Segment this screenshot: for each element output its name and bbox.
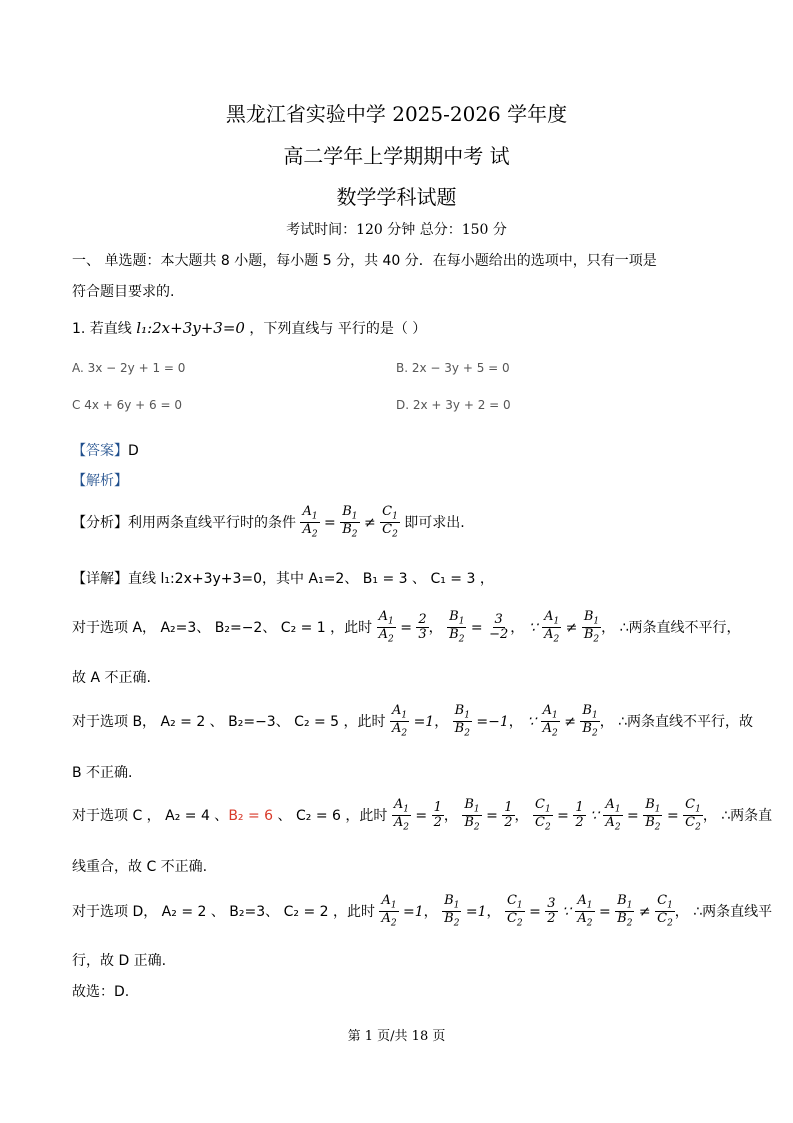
- fraction-c1-c2: $\frac{C_1}{C_2}$: [382, 504, 398, 541]
- option-a: A. 3x − 2y + 1 = 0: [72, 361, 186, 375]
- section-heading-line2: 符合题目要求的.: [72, 284, 175, 300]
- option-a-check-text: 对于选项 A， A₂=3、 B₂=−2、 C₂ = 1 ，此时: [72, 619, 373, 636]
- option-d-result: 行，故 D 正确.: [72, 953, 167, 969]
- title-subject: 数学学科试题: [336, 185, 457, 209]
- question-1-prefix: 1. 若直线: [72, 321, 132, 337]
- option-c-result: 线重合，故 C 不正确.: [72, 859, 208, 875]
- analysis-line: 【分析】利用两条直线平行时的条件 $\frac{A_1}{A_2}$ = $\frac{B_1}{B_2}$ ≠ $\frac{C_1}{C_2}$ 即可求出.: [72, 504, 465, 541]
- page-number: 第 1 页/共 18 页: [347, 1029, 446, 1044]
- fraction-b1-b2: $\frac{B_1}{B_2}$: [342, 504, 358, 541]
- detail-line: [72, 568, 494, 588]
- option-c-conclusion: ∴两条直: [721, 807, 773, 824]
- answer-label: 【答案】: [72, 443, 128, 459]
- detail-text: 直线 l₁:2x+3y+3=0，其中 A₁=2、 B₁ = 3 、 C₁ = 3 ，: [128, 571, 494, 587]
- exam-time-info: 考试时间：120 分钟 总分：150 分: [286, 222, 507, 238]
- section-heading-line1: 一、 单选题：本大题共 8 小题，每小题 5 分，共 40 分．在每小题给出的选项中，只有一项是: [72, 253, 657, 269]
- question-1-suffix: ，下列直线与 平行的是（ ）: [249, 321, 427, 337]
- detail-label: 【详解】: [72, 571, 128, 587]
- option-b: B. 2x − 3y + 5 = 0: [396, 361, 510, 375]
- option-c-highlight: B₂ = 6: [228, 807, 274, 824]
- analysis-text-after: 即可求出.: [404, 514, 465, 531]
- option-b-check-text: 对于选项 B， A₂ = 2 、 B₂=−3、 C₂ = 5 ，此时: [72, 713, 386, 730]
- option-b-check: 对于选项 B， A₂ = 2 、 B₂=−3、 C₂ = 5 ，此时 $\frac{A_1}{A_2}$ =1， $\frac{B_1}{B_2}$ =−1， ∵ $\frac{A_1}{A_2}$ ≠ $\frac{B_1}{B_2}$ ， ∴两条直线不平行，故: [72, 703, 754, 740]
- option-c-check-text-b: 、 C₂ = 6 ，此时: [273, 807, 388, 824]
- option-a-conclusion: ∴两条直线不平行，: [619, 619, 741, 636]
- analysis-heading: 【解析】: [72, 473, 128, 489]
- fraction-a1-a2: $\frac{A_1}{A_2}$: [302, 504, 318, 541]
- option-c-check-text-a: 对于选项 C ， A₂ = 4 、: [72, 807, 229, 824]
- title-school: 黑龙江省实验中学 2025-2026 学年度: [225, 102, 568, 126]
- final-answer: 故选：D.: [72, 984, 130, 1000]
- option-b-result: B 不正确.: [72, 765, 133, 781]
- option-c-check: 对于选项 C ， A₂ = 4 、B₂ = 6 、 C₂ = 6 ，此时 $\frac{A_1}{A_2}$ = $\frac{1}{2}$ ， $\frac{B_1}{B_2}$ = $\frac{1}{2}$ ， $\frac{C_1}{C_2}$ = $\frac{1}{2}$ ∵ $\frac{A_1}{A_2}$ = $\frac{B_1}{B_2}$ = $\frac{C_1}{C_2}$ ， ∴两条直: [72, 797, 773, 834]
- question-1: [72, 318, 426, 338]
- analysis-label: 【分析】: [72, 514, 128, 531]
- option-a-result: 故 A 不正确.: [72, 670, 151, 686]
- option-d: D. 2x + 3y + 2 = 0: [396, 398, 511, 412]
- option-b-conclusion: ∴两条直线不平行，故: [618, 713, 754, 730]
- option-a-check: 对于选项 A， A₂=3、 B₂=−2、 C₂ = 1 ，此时 $\frac{A_1}{A_2}$ = $\frac{2}{3}$ ， $\frac{B_1}{B_2}$ = $\frac{3}{-2}$ ， ∵ $\frac{A_1}{A_2}$ ≠ $\frac{B_1}{B_2}$ ， ∴两条直线不平行，: [72, 609, 741, 646]
- option-d-conclusion: ∴两条直线平: [693, 903, 773, 920]
- answer-line: [72, 440, 139, 460]
- option-d-check: 对于选项 D， A₂ = 2 、 B₂=3、 C₂ = 2 ，此时 $\frac{A_1}{A_2}$ =1， $\frac{B_1}{B_2}$ =1， $\frac{C_1}{C_2}$ = $\frac{3}{2}$ ∵ $\frac{A_1}{A_2}$ = $\frac{B_1}{B_2}$ ≠ $\frac{C_1}{C_2}$ ， ∴两条直线平: [72, 893, 773, 930]
- title-term: 高二学年上学期期中考 试: [283, 144, 510, 168]
- option-d-check-text: 对于选项 D， A₂ = 2 、 B₂=3、 C₂ = 2 ，此时: [72, 903, 375, 920]
- analysis-text-before: 利用两条直线平行时的条件: [128, 514, 296, 531]
- answer-value: D: [128, 443, 139, 459]
- option-c: C 4x + 6y + 6 = 0: [72, 398, 182, 412]
- question-1-equation: l₁:2x+3y+3=0: [136, 319, 245, 337]
